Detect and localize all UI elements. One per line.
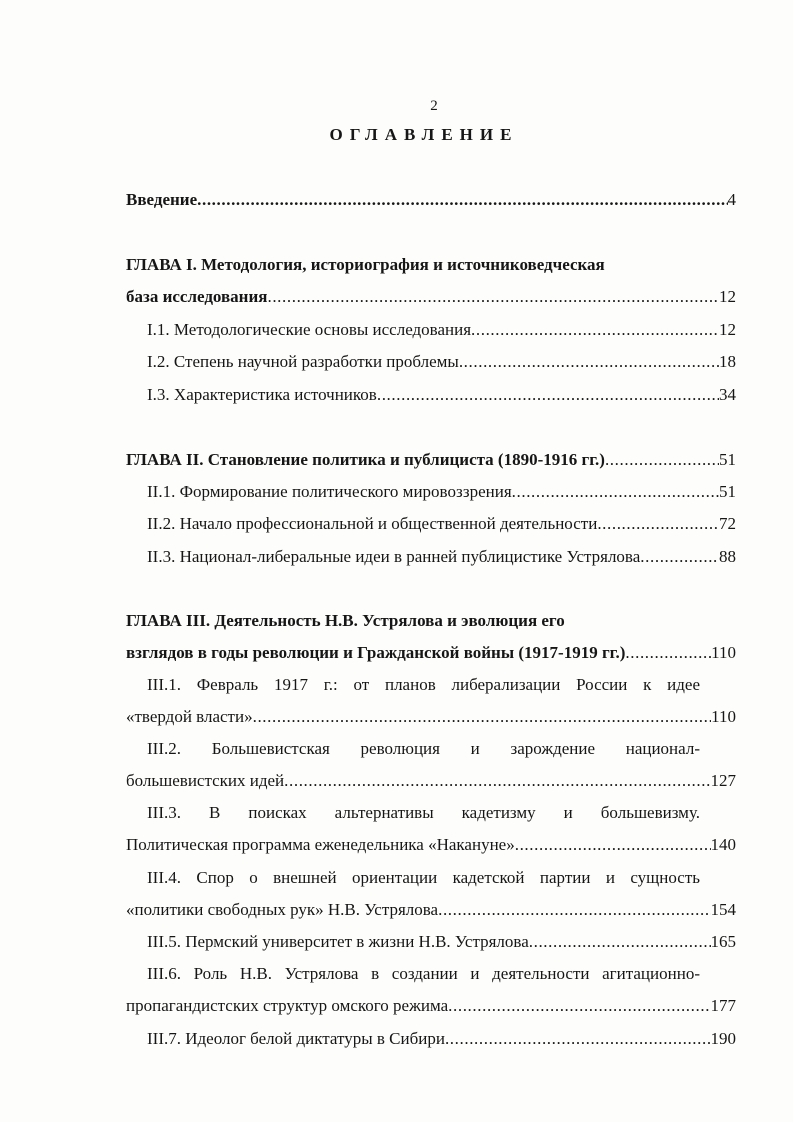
toc-entry-section [126,833,736,857]
dot-leader [377,383,719,407]
toc-entry-page: 190 [710,1029,736,1048]
toc-entry-section [147,512,736,536]
dot-leader [515,833,711,857]
toc-entry-page: 88 [719,547,736,566]
toc-entry-chapter-3 [126,641,736,665]
toc-entry-title: ГЛАВА II. Становление политика и публициста (1890-1916 гг.) [126,450,605,469]
toc-entry-title: пропагандистских структур омского режима [126,996,449,1015]
dot-leader [267,285,719,309]
toc-entry-section [147,480,736,504]
dot-leader [605,448,719,472]
toc-entry-section [147,318,736,342]
toc-entry-section-line: III.1. Февраль 1917 г.: от планов либерализации России к идее [147,675,700,694]
chapter-heading: ГЛАВА I. Методология, историография и источниковедческая [126,255,605,274]
toc-entry-section [147,545,736,569]
toc-entry-page: 110 [711,707,736,726]
dot-leader [284,769,710,793]
dot-leader [438,898,710,922]
toc-entry-section [147,350,736,374]
toc-entry-title: большевистских идей [126,771,285,790]
dot-leader [529,930,711,954]
toc-entry-title: II.1. Формирование политического мировоззрения [147,482,512,501]
toc-entry-page: 51 [719,450,736,469]
dot-leader [448,994,710,1018]
toc-entry-page: 51 [719,482,736,501]
toc-entry-section-line: III.3. В поисках альтернативы кадетизму и большевизму. [147,803,700,822]
toc-entry-section [126,705,736,729]
toc-entry-page: 34 [719,385,736,404]
toc-entry-section-line: III.6. Роль Н.В. Устрялова в создании и деятельности агитационно- [147,964,700,983]
toc-entry-title: I.2. Степень научной разработки проблемы [147,352,459,371]
toc-entry-page: 18 [719,352,736,371]
toc-entry-title: I.1. Методологические основы исследования [147,320,472,339]
toc-entry-page: 154 [710,900,736,919]
toc-entry-section [126,769,736,793]
chapter-heading: ГЛАВА III. Деятельность Н.В. Устрялова и эволюция его [126,611,565,630]
toc-entry-page: 110 [711,643,736,662]
toc-entry-title: «твердой власти» [126,707,253,726]
toc-entry-title: III.7. Идеолог белой диктатуры в Сибири [147,1029,445,1048]
toc-entry-section-line: III.4. Спор о внешней ориентации кадетской партии и сущность [147,868,700,887]
page-number: 2 [430,98,438,114]
toc-entry-page: 4 [727,190,736,209]
toc-entry-title: Политическая программа еженедельника «Накануне» [126,835,515,854]
toc-entry-title: взглядов в годы революции и Гражданской войны (1917-1919 гг.) [126,643,626,662]
toc-entry-section [126,994,736,1018]
dot-leader [253,705,712,729]
toc-entry-title: Введение [126,190,198,209]
toc-entry-section-line: III.2. Большевистская революция и зарождение национал- [147,739,700,758]
toc-entry-section [147,1027,736,1051]
toc-entry-page: 127 [710,771,736,790]
page-title: ОГЛАВЛЕНИЕ [329,125,519,144]
toc-entry-title: «политики свободных рук» Н.В. Устрялова [126,900,439,919]
toc-entry-page: 140 [710,835,736,854]
toc-entry-chapter-2 [126,448,736,472]
dot-leader [197,188,727,212]
toc-entry-title: I.3. Характеристика источников [147,385,377,404]
toc-entry-title: база исследования [126,287,268,306]
toc-entry-page: 165 [710,932,736,951]
toc-entry-title: II.2. Начало профессиональной и общественной деятельности [147,514,598,533]
dot-leader [625,641,711,665]
dot-leader [459,350,719,374]
toc-entry-section [147,383,736,407]
dot-leader [512,480,719,504]
toc-entry-chapter-1 [126,285,736,309]
toc-entry-section [147,930,736,954]
toc-entry-section [126,898,736,922]
dot-leader [640,545,719,569]
toc-entry-introduction [126,188,736,212]
toc-entry-page: 72 [719,514,736,533]
toc-entry-title: III.5. Пермский университет в жизни Н.В. Устрялова [147,932,529,951]
toc-entry-page: 12 [719,287,736,306]
toc-entry-page: 177 [710,996,736,1015]
toc-entry-title: II.3. Национал-либеральные идеи в ранней публицистике Устрялова [147,547,641,566]
toc-entry-page: 12 [719,320,736,339]
dot-leader [445,1027,711,1051]
dot-leader [471,318,719,342]
dot-leader [597,512,719,536]
